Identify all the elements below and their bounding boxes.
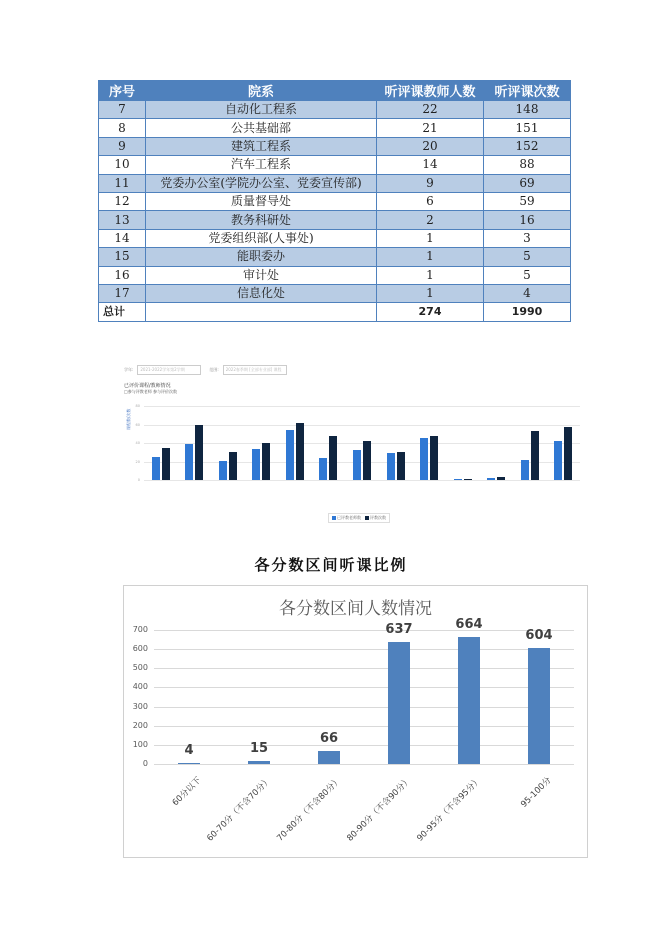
bar-sessions[interactable]	[430, 436, 438, 480]
cell-sessions: 4	[484, 284, 571, 302]
bar-teachers[interactable]	[152, 457, 160, 480]
cell-dept: 党委组织部(人事处)	[146, 229, 377, 247]
table-row	[99, 101, 571, 119]
y-tick-label: 80	[135, 404, 140, 408]
chart-plot-area	[135, 404, 580, 482]
gridline	[154, 649, 574, 650]
score-distribution-chart	[123, 585, 588, 858]
cell-no: 17	[99, 284, 146, 302]
bar-teachers[interactable]	[185, 444, 193, 480]
bar-sessions[interactable]	[329, 436, 337, 480]
y-tick-label: 700	[132, 625, 148, 634]
cell-teachers: 1	[377, 248, 484, 266]
cell-no: 12	[99, 192, 146, 210]
bar-sessions[interactable]	[497, 477, 505, 480]
x-tick-label: 90-95分（不含95分）	[415, 775, 484, 844]
y-tick-label: 60	[135, 422, 140, 427]
x-tick-label: 60分以下	[170, 775, 204, 809]
chart-legend	[328, 513, 390, 523]
chart-title: 已评价课程/教师情况	[124, 383, 171, 389]
total-label: 总计	[99, 303, 146, 321]
legend-label: 已评教老师数	[337, 515, 361, 520]
bar-teachers[interactable]	[420, 438, 428, 480]
x-tick-label: 60-70分（不含70分）	[205, 775, 274, 844]
score-chart-title: 各分数区间人数情况	[279, 599, 432, 619]
cell-sessions: 16	[484, 211, 571, 229]
table-row	[99, 137, 571, 155]
cell-sessions: 88	[484, 156, 571, 174]
bar-sessions[interactable]	[162, 448, 170, 480]
cell-sessions: 151	[484, 119, 571, 137]
score-bar[interactable]	[458, 637, 480, 764]
bar-group	[152, 406, 174, 480]
data-label: 664	[455, 616, 483, 632]
filter-year-label: 学年:	[124, 367, 134, 372]
bar-group	[387, 406, 409, 480]
table-row	[99, 284, 571, 302]
bar-sessions[interactable]	[397, 452, 405, 480]
cell-no: 7	[99, 101, 146, 119]
filter-bar	[124, 365, 287, 375]
cell-sessions: 5	[484, 266, 571, 284]
bar-teachers[interactable]	[554, 441, 562, 480]
cell-teachers: 1	[377, 229, 484, 247]
cell-sessions: 69	[484, 174, 571, 192]
cell-no: 10	[99, 156, 146, 174]
y-tick-label: 200	[132, 720, 148, 730]
table-row	[99, 119, 571, 137]
total-dept	[146, 303, 377, 321]
cell-dept: 信息化处	[146, 284, 377, 302]
evaluation-screenshot-chart	[118, 360, 585, 526]
x-tick-label: 80-90分（不含90分）	[345, 775, 414, 844]
table-row	[99, 156, 571, 174]
bar-sessions[interactable]	[464, 479, 472, 480]
y-tick-label: 40	[135, 441, 140, 445]
bar-teachers[interactable]	[319, 458, 327, 480]
total-teachers: 274	[377, 303, 484, 321]
table-row	[99, 192, 571, 210]
y-tick-label: 400	[132, 682, 148, 692]
bar-sessions[interactable]	[195, 425, 203, 481]
bar-teachers[interactable]	[487, 478, 495, 480]
bar-teachers[interactable]	[521, 460, 529, 480]
bar-sessions[interactable]	[531, 431, 539, 480]
gridline	[154, 707, 574, 708]
cell-no: 16	[99, 266, 146, 284]
y-tick-label: 600	[132, 644, 148, 654]
total-row	[99, 303, 571, 321]
filter-scope-select[interactable]: 2022春季期 [全部专业部] 课程	[223, 365, 287, 375]
cell-dept: 汽车工程系	[146, 156, 377, 174]
bar-teachers[interactable]	[387, 453, 395, 480]
header-sessions: 听评课次数	[484, 81, 571, 101]
cell-sessions: 3	[484, 229, 571, 247]
table-header-row	[99, 81, 571, 101]
data-label: 637	[385, 622, 413, 638]
cell-dept: 自动化工程系	[146, 101, 377, 119]
gridline	[144, 480, 580, 481]
bar-group	[319, 406, 341, 480]
cell-teachers: 9	[377, 174, 484, 192]
table-row	[99, 248, 571, 266]
bar-teachers[interactable]	[353, 450, 361, 480]
score-chart-plot-area	[132, 616, 574, 768]
bar-group	[219, 406, 241, 480]
cell-sessions: 148	[484, 101, 571, 119]
score-bar[interactable]	[248, 761, 270, 764]
data-label: 66	[319, 731, 339, 747]
y-tick-label: 500	[132, 663, 148, 673]
score-bar[interactable]	[178, 763, 200, 765]
gridline	[154, 687, 574, 688]
legend-item-teachers[interactable]	[332, 515, 361, 521]
table-row	[99, 174, 571, 192]
filter-scope-label: 范围:	[209, 367, 219, 372]
cell-teachers: 1	[377, 284, 484, 302]
gridline	[154, 764, 574, 765]
header-teachers: 听评课教师人数	[377, 81, 484, 101]
cell-sessions: 5	[484, 248, 571, 266]
bar-teachers[interactable]	[286, 430, 294, 480]
legend-swatch-icon	[332, 516, 336, 520]
y-tick-label: 20	[135, 459, 140, 464]
legend-item-sessions[interactable]	[365, 515, 386, 521]
score-bar[interactable]	[318, 751, 340, 764]
y-tick-label: 100	[132, 739, 148, 749]
cell-teachers: 22	[377, 101, 484, 119]
cell-sessions: 59	[484, 192, 571, 210]
filter-year-select[interactable]: 2021-2022学年第2学期	[137, 365, 201, 375]
bar-sessions[interactable]	[564, 427, 572, 480]
cell-teachers: 2	[377, 211, 484, 229]
cell-teachers: 14	[377, 156, 484, 174]
data-label: 15	[249, 741, 269, 757]
total-sessions: 1990	[484, 303, 571, 321]
score-bar[interactable]	[528, 648, 550, 764]
cell-dept: 公共基础部	[146, 119, 377, 137]
department-stats-table	[98, 80, 571, 322]
cell-no: 13	[99, 211, 146, 229]
cell-dept: 审计处	[146, 266, 377, 284]
cell-dept: 能职委办	[146, 248, 377, 266]
bar-group	[521, 406, 543, 480]
bar-group	[286, 406, 308, 480]
cell-teachers: 6	[377, 192, 484, 210]
header-no: 序号	[99, 81, 146, 101]
cell-dept: 质量督导处	[146, 192, 377, 210]
bar-sessions[interactable]	[363, 441, 371, 480]
cell-no: 15	[99, 248, 146, 266]
table-row	[99, 211, 571, 229]
bar-sessions[interactable]	[262, 443, 270, 480]
legend-swatch-icon	[365, 516, 369, 520]
y-tick-label: 0	[142, 759, 148, 768]
score-bar[interactable]	[388, 642, 410, 764]
bar-sessions[interactable]	[229, 452, 237, 480]
cell-dept: 党委办公室(学院办公室、党委宣传部)	[146, 174, 377, 192]
gridline	[154, 668, 574, 669]
bar-teachers[interactable]	[252, 449, 260, 480]
cell-no: 8	[99, 119, 146, 137]
cell-teachers: 21	[377, 119, 484, 137]
data-label: 604	[525, 628, 553, 644]
cell-teachers: 20	[377, 137, 484, 155]
bar-group	[420, 406, 442, 480]
gridline	[154, 726, 574, 727]
y-tick-label: 300	[132, 701, 148, 711]
y-tick-label: 0	[137, 478, 140, 482]
cell-no: 14	[99, 229, 146, 247]
bar-teachers[interactable]	[219, 461, 227, 480]
header-dept: 院系	[146, 81, 377, 101]
legend-label: 评教次数	[370, 515, 386, 520]
bar-teachers[interactable]	[454, 479, 462, 480]
bar-group	[554, 406, 576, 480]
cell-teachers: 1	[377, 266, 484, 284]
bar-group	[185, 406, 207, 480]
x-tick-label: 95-100分	[519, 775, 554, 810]
table-row	[99, 266, 571, 284]
chart-subtitle: □参与评教老师 参与评价次数	[124, 389, 178, 394]
cell-dept: 建筑工程系	[146, 137, 377, 155]
x-tick-label: 70-80分（不含80分）	[275, 775, 344, 844]
bar-group	[487, 406, 509, 480]
bar-group	[454, 406, 476, 480]
table-row	[99, 229, 571, 247]
data-label: 4	[184, 742, 194, 758]
bar-sessions[interactable]	[296, 423, 304, 480]
bar-group	[252, 406, 274, 480]
cell-no: 11	[99, 174, 146, 192]
y-axis-label: 课程数/次数	[126, 408, 131, 430]
section-caption: 各分数区间听课比例	[254, 556, 408, 574]
bar-group	[353, 406, 375, 480]
cell-dept: 教务科研处	[146, 211, 377, 229]
cell-no: 9	[99, 137, 146, 155]
cell-sessions: 152	[484, 137, 571, 155]
